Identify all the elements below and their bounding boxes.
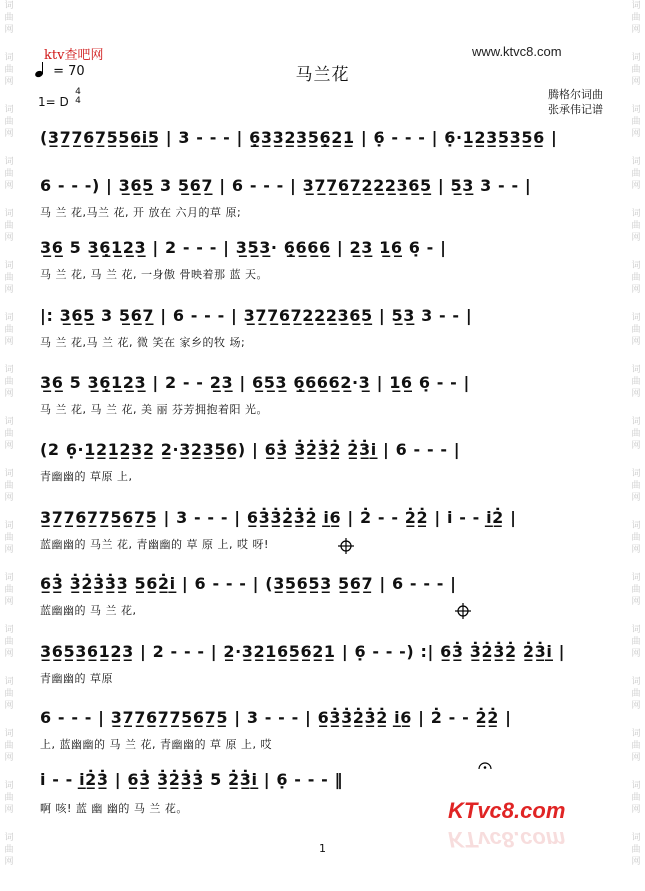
watermark-text: 词 曲 网 — [631, 1, 641, 35]
watermark-text: 词 曲 网 — [631, 157, 641, 191]
watermark-text: 词 曲 网 — [4, 261, 14, 295]
watermark-text: 词 曲 网 — [631, 521, 641, 555]
song-title: 马兰花 — [295, 65, 350, 85]
watermark-text: 词 曲 网 — [631, 53, 641, 87]
key-signature: 1= D — [38, 95, 69, 109]
watermark-text: 词 曲 网 — [4, 105, 14, 139]
lyric-line: 马 兰 花,马兰 花, 开 放在 六月的草 原; — [40, 206, 242, 219]
fermata-icon — [478, 760, 492, 770]
notation-line: (2 6̣·1̲2̲1̲2̲3̲2̲ 2̲·3̲2̲3̲5̲6̲) | 6̲3̲̇ 3̲̇2̲̇3̲̇2̲̇ 2̲̇3̲̇i̲ | 6 - - - | — [40, 440, 461, 459]
lyric-line: 啊 咳! 蓝 幽 幽的 马 兰 花。 — [40, 802, 188, 815]
watermark-text: 词 曲 网 — [4, 417, 14, 451]
site-name-left: ktv查吧网 — [44, 48, 104, 63]
site-url-right: www.ktvc8.com — [472, 44, 562, 59]
page-number: 1 — [319, 842, 326, 855]
watermark-text: 词 曲 网 — [4, 781, 14, 815]
watermark-text: 词 曲 网 — [631, 365, 641, 399]
lyric-line: 上, 蓝幽幽的 马 兰 花, 青幽幽的 草 原 上, 哎 — [40, 738, 272, 751]
notation-line: 3̲6̲ 5 3̲6̣̲1̲2̲3̲ | 2 - - - | 3̲5̲3̲· 6̣̲6̲6̲6̲ | 2̲3̲ 1̲6̲ 6̣ - | — [40, 238, 447, 257]
notation-line: 3̲7̲7̲6̲7̲7̲5̲6̲7̲5̲ | 3 - - - | 6̲3̲̇3̲̇2̲̇3̲̇2̲̇ i̲6̲ | 2̇ - - 2̲̇2̲̇ | i - - i̲2̲̇ | — [40, 508, 517, 527]
watermark-text: 词 曲 网 — [4, 157, 14, 191]
transcriber-credit: 张承伟记谱 — [548, 103, 603, 116]
watermark-text: 词 曲 网 — [4, 625, 14, 659]
notation-line: 6̲3̲̇ 3̲̇2̲̇3̲̇3̲̇3̲ 5̲6̲2̲̇i̲ | 6 - - - | (3̲5̲6̲5̲3̲ 5̲6̲7̲ | 6 - - - | — [40, 574, 457, 593]
watermark-text: 词 曲 网 — [631, 417, 641, 451]
watermark-text: 词 曲 网 — [631, 469, 641, 503]
watermark-text: 词 曲 网 — [631, 625, 641, 659]
notation-line: 6 - - - | 3̲7̲7̲6̲7̲7̲5̲6̲7̲5̲ | 3 - - - | 6̲3̲̇3̲̇2̲̇3̲̇2̲̇ i̲6̲ | 2̇ - - 2̲̇2̲̇ | — [40, 708, 512, 727]
watermark-text: 词 曲 网 — [4, 313, 14, 347]
watermark-text: 词 曲 网 — [631, 209, 641, 243]
lyric-line: 马 兰 花, 马 兰 花, 一身傲 骨映着那 蓝 天。 — [40, 268, 268, 281]
watermark-text: 词 曲 网 — [4, 521, 14, 555]
watermark-text: 词 曲 网 — [631, 729, 641, 763]
lyric-line: 青幽幽的 草原 上, — [40, 470, 133, 483]
coda-icon — [455, 603, 471, 619]
notation-line: (3̲7̲7̲6̲7̲5̲5̲6̲i̲5̲ | 3 - - - | 6̣̲3̲3̲2̲3̲5̲6̣̲2̲1̲ | 6̣ - - - | 6̣·1̲2̲3̲5̲3̲5̲6̲ | — [40, 128, 558, 147]
time-signature-top: 4 — [75, 87, 81, 97]
watermark-text: 词 曲 网 — [4, 677, 14, 711]
lyricist-credit: 腾格尔词曲 — [548, 88, 603, 101]
time-signature-bottom: 4 — [75, 96, 81, 106]
watermark-right — [629, 0, 643, 891]
site-logo-reflection: KTvc8.com — [448, 827, 566, 852]
watermark-text: 词 曲 网 — [631, 573, 641, 607]
watermark-text: 词 曲 网 — [631, 105, 641, 139]
tempo-value: = 70 — [53, 64, 85, 79]
notation-line: |: 3̲6̲5̲ 3 5̲6̲7̲ | 6 - - - | 3̲7̲7̲6̲7̲2̲2̲2̲3̲6̲5̲ | 5̲3̲ 3 - - | — [40, 306, 473, 325]
notation-line: 6 - - -) | 3̲6̲5̲ 3 5̲6̲7̲ | 6 - - - | 3̲7̲7̲6̲7̲2̲2̲2̲3̲6̲5̲ | 5̲3̲ 3 - - | — [40, 176, 532, 195]
watermark-text: 词 曲 网 — [4, 209, 14, 243]
watermark-text: 词 曲 网 — [4, 469, 14, 503]
watermark-text: 词 曲 网 — [4, 365, 14, 399]
lyric-line: 青幽幽的 草原 — [40, 672, 113, 685]
watermark-text: 词 曲 网 — [4, 573, 14, 607]
lyric-line: 马 兰 花,马 兰 花, 微 笑在 家乡的牧 场; — [40, 336, 246, 349]
watermark-text: 词 曲 网 — [4, 833, 14, 867]
notation-line: 3̲6̲5̲3̲6̲1̲2̲3̲ | 2 - - - | 2̲·3̲2̲1̲6̲5̲6̲2̲1̲ | 6̣ - - -) :| 6̲3̲̇ 3̲̇2̲̇3̲̇2̲̇ 2̲̇3̲̇i̲ | — [40, 642, 566, 661]
site-logo: KTvc8.com — [448, 798, 566, 823]
watermark-text: 词 曲 网 — [631, 261, 641, 295]
lyric-line: 蓝幽幽的 马兰 花, 青幽幽的 草 原 上, 哎 呀! — [40, 538, 269, 551]
watermark-text: 词 曲 网 — [631, 781, 641, 815]
watermark-text: 词 曲 网 — [631, 313, 641, 347]
watermark-left — [2, 0, 16, 891]
notation-line: 3̲6̲ 5 3̲6̣̲1̲2̲3̲ | 2 - - 2̲3̲ | 6̲5̲3̲ 6̣̲6̲6̲6̲2̲·3̲ | 1̲6̲ 6̣ - - | — [40, 373, 470, 392]
lyric-line: 马 兰 花, 马 兰 花, 美 丽 芬芳拥抱着阳 光。 — [40, 403, 268, 416]
watermark-text: 词 曲 网 — [4, 1, 14, 35]
time-signature — [74, 88, 82, 106]
watermark-text: 词 曲 网 — [4, 729, 14, 763]
watermark-text: 词 曲 网 — [631, 833, 641, 867]
lyric-line: 蓝幽幽的 马 兰 花, — [40, 604, 137, 617]
watermark-text: 词 曲 网 — [631, 677, 641, 711]
watermark-text: 词 曲 网 — [4, 53, 14, 87]
notation-line: i - - i̲2̲̇3̲̇ | 6̲3̲̇ 3̲̇2̲̇3̲̇3̲̇ 5 2̲̇3̲̇i̲ | 6̣ - - - ‖ — [40, 770, 344, 789]
coda-icon — [338, 538, 354, 554]
